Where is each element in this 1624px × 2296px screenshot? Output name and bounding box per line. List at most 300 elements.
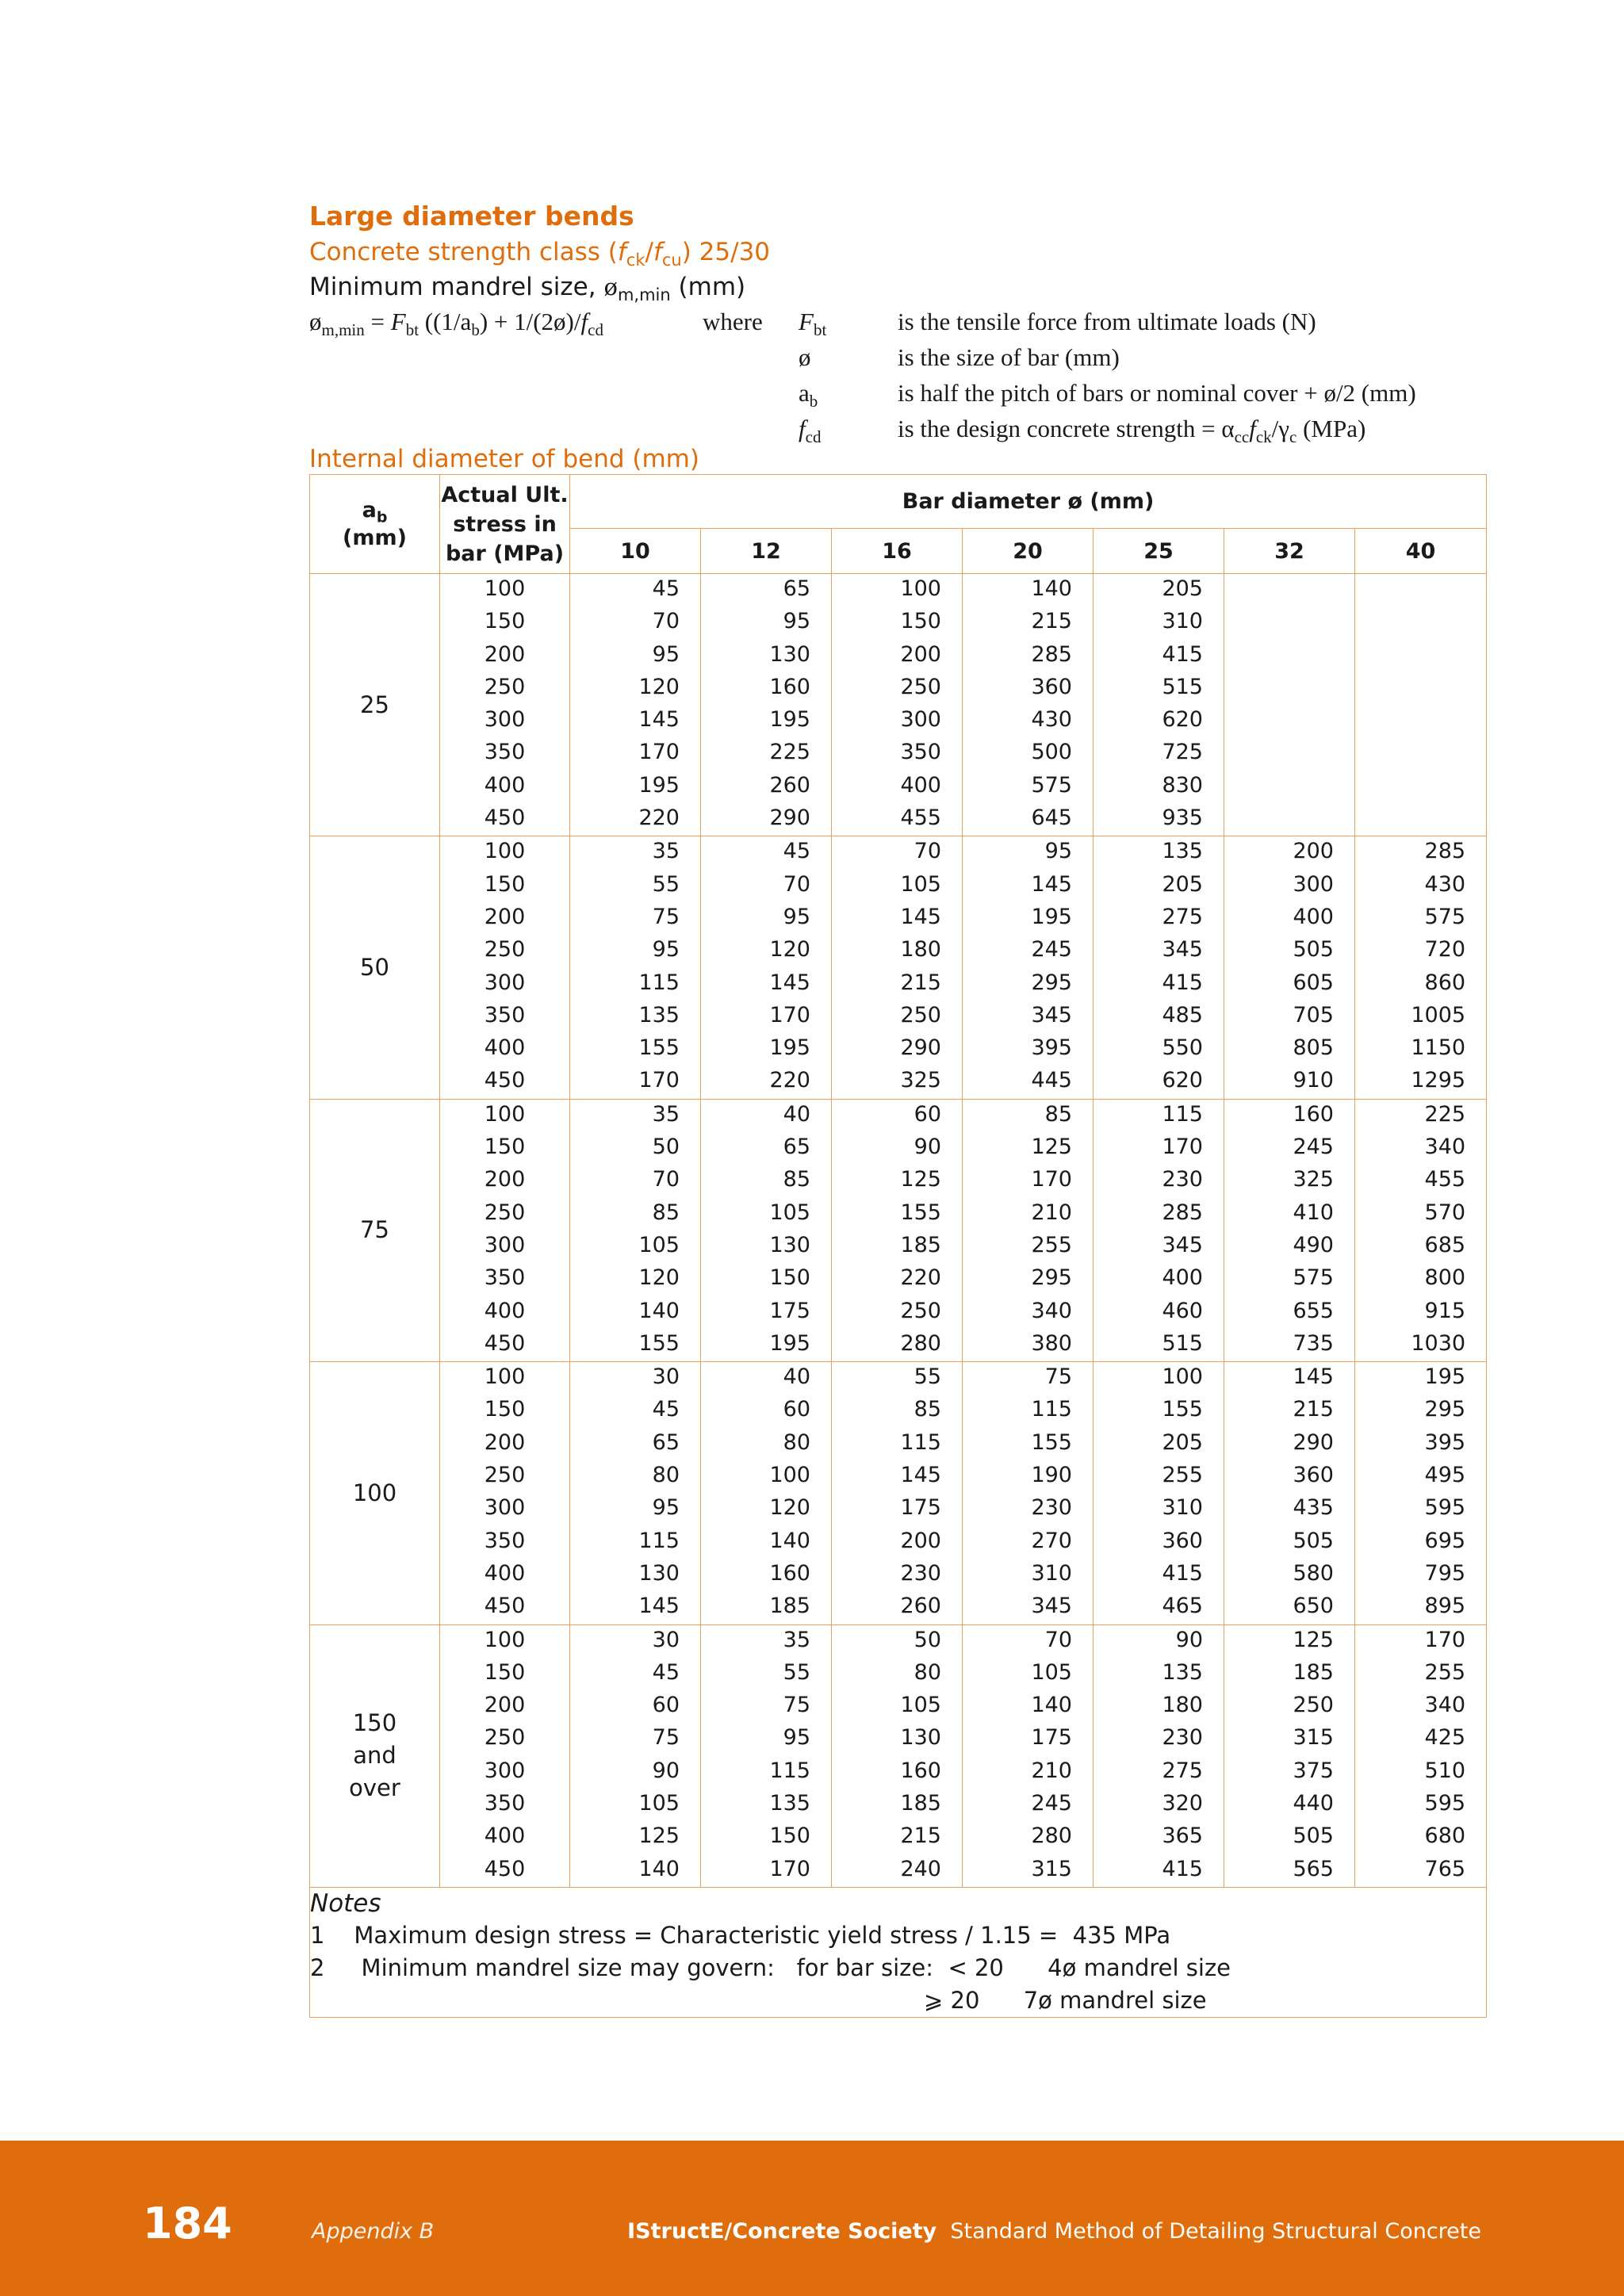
diameter-value: 290 — [900, 1035, 941, 1061]
diameter-value: 105 — [900, 1693, 941, 1718]
diameter-value: 495 — [1424, 1463, 1466, 1488]
diameter-value: 515 — [1162, 1330, 1203, 1356]
diameter-value: 140 — [1031, 1693, 1072, 1718]
diameter-value: 280 — [1031, 1823, 1072, 1849]
diameter-value: 250 — [900, 674, 941, 699]
diameter-value: 345 — [1031, 1002, 1072, 1027]
diameter-value: 290 — [1293, 1429, 1334, 1455]
diameter-value: 40 — [783, 1364, 810, 1390]
diameter-value: 65 — [652, 1429, 680, 1455]
diameter-value: 170 — [1162, 1135, 1203, 1160]
diameter-value: 180 — [1162, 1693, 1203, 1718]
ab-cell: 100 — [310, 1362, 440, 1624]
diameter-value: 415 — [1162, 1560, 1203, 1586]
diameter-value: 285 — [1424, 839, 1466, 864]
diameter-value — [1224, 771, 1354, 803]
diameter-value: 185 — [769, 1594, 810, 1619]
diameter-value: 645 — [1031, 806, 1072, 831]
diameter-value — [1224, 705, 1354, 737]
diameter-value: 705 — [1293, 1002, 1334, 1027]
diameter-value: 170 — [769, 1856, 810, 1881]
diameter-value: 260 — [769, 772, 810, 798]
diameter-value: 155 — [900, 1200, 941, 1225]
diameter-value: 310 — [1031, 1560, 1072, 1586]
diameter-value: 210 — [1031, 1200, 1072, 1225]
stress-value: 350 — [484, 1265, 526, 1291]
diameter-value: 130 — [638, 1560, 680, 1586]
diameter-value: 190 — [1031, 1463, 1072, 1488]
diameter-value: 415 — [1162, 641, 1203, 667]
stress-value: 300 — [484, 1758, 526, 1783]
diameter-value: 70 — [914, 839, 941, 864]
diameter-value: 200 — [1293, 839, 1334, 864]
diameter-value: 485 — [1162, 1002, 1203, 1027]
diameter-value: 345 — [1031, 1594, 1072, 1619]
diameter-value: 170 — [638, 740, 680, 765]
diameter-cell — [1094, 574, 1224, 836]
diameter-value: 595 — [1424, 1495, 1466, 1521]
note-1: 1 Maximum design stress = Characteristic yield stress / 1.15 = 435 MPa — [310, 1921, 1171, 1949]
diameter-value: 345 — [1162, 1232, 1203, 1257]
diameter-value: 45 — [783, 839, 810, 864]
diameter-value: 605 — [1293, 970, 1334, 995]
diameter-value: 170 — [1424, 1627, 1466, 1652]
diameter-cell — [570, 836, 701, 1099]
diameter-value: 30 — [652, 1627, 680, 1652]
stress-value: 450 — [484, 1068, 526, 1093]
diameter-value: 830 — [1162, 772, 1203, 798]
diameter-value: 70 — [652, 609, 680, 634]
diameter-value: 90 — [914, 1135, 941, 1160]
definitions-list — [799, 304, 1416, 447]
stress-value: 250 — [484, 1725, 526, 1751]
header-bar-diameter: Bar diameter ø (mm) — [570, 475, 1487, 529]
diameter-value: 85 — [914, 1397, 941, 1422]
diameter-value: 75 — [783, 1693, 810, 1718]
diameter-value: 245 — [1031, 937, 1072, 962]
diameter-cell — [1355, 1362, 1487, 1624]
diameter-value: 310 — [1162, 1495, 1203, 1521]
diameter-value: 35 — [652, 1101, 680, 1127]
diameter-value: 230 — [1162, 1725, 1203, 1751]
diameter-value: 350 — [900, 740, 941, 765]
diameter-value: 225 — [769, 740, 810, 765]
diameter-value: 85 — [1044, 1101, 1072, 1127]
diameter-value: 90 — [652, 1758, 680, 1783]
table-row — [310, 574, 1487, 836]
diameter-value: 395 — [1424, 1429, 1466, 1455]
diameter-value: 915 — [1424, 1298, 1466, 1323]
diameter-cell — [832, 836, 963, 1099]
diameter-cell — [1094, 836, 1224, 1099]
diameter-value: 195 — [1424, 1364, 1466, 1390]
diameter-value: 360 — [1162, 1528, 1203, 1553]
diameter-value: 185 — [1293, 1659, 1334, 1685]
diameter-value: 250 — [900, 1002, 941, 1027]
diameter-cell — [1224, 836, 1355, 1099]
diameter-value: 300 — [1293, 871, 1334, 897]
table-row — [310, 836, 1487, 1099]
diameter-value: 140 — [638, 1298, 680, 1323]
diameter-value: 250 — [1293, 1693, 1334, 1718]
diameter-value: 340 — [1424, 1693, 1466, 1718]
diameter-value: 280 — [900, 1330, 941, 1356]
diameter-value: 180 — [900, 937, 941, 962]
diameter-cell — [1224, 1099, 1355, 1361]
diameter-value: 220 — [900, 1265, 941, 1291]
diameter-cell — [701, 1624, 832, 1887]
diameter-value: 80 — [652, 1463, 680, 1488]
header-bar-size: 10 — [570, 529, 701, 574]
stress-value: 400 — [484, 1035, 526, 1061]
diameter-value: 240 — [900, 1856, 941, 1881]
diameter-value: 45 — [652, 1659, 680, 1685]
stress-value: 100 — [484, 1101, 526, 1127]
diameter-value: 95 — [652, 1495, 680, 1521]
definition-row: $a_b$ is half the pitch of bars or nominal cover + ø/2 (mm) — [799, 379, 1416, 411]
diameter-value: 145 — [1031, 871, 1072, 897]
diameter-value: 170 — [1031, 1167, 1072, 1192]
diameter-value: 95 — [783, 609, 810, 634]
diameter-value: 620 — [1162, 1068, 1203, 1093]
stress-value: 350 — [484, 1790, 526, 1816]
diameter-value: 275 — [1162, 904, 1203, 929]
diameter-cell — [963, 1362, 1094, 1624]
diameter-value: 460 — [1162, 1298, 1203, 1323]
table-row — [310, 1624, 1487, 1887]
header-bar-size: 12 — [701, 529, 832, 574]
diameter-value: 680 — [1424, 1823, 1466, 1849]
stress-value: 400 — [484, 772, 526, 798]
diameter-value: 575 — [1424, 904, 1466, 929]
diameter-value: 275 — [1162, 1758, 1203, 1783]
diameter-value: 300 — [900, 707, 941, 733]
diameter-value: 125 — [1293, 1627, 1334, 1652]
diameter-value: 115 — [1031, 1397, 1072, 1422]
diameter-value: 105 — [638, 1232, 680, 1257]
diameter-value: 685 — [1424, 1232, 1466, 1257]
diameter-cell — [1355, 1624, 1487, 1887]
stress-value: 200 — [484, 1167, 526, 1192]
stress-cell — [440, 836, 570, 1099]
diameter-value: 325 — [900, 1068, 941, 1093]
diameter-value: 155 — [638, 1330, 680, 1356]
diameter-value: 65 — [783, 1135, 810, 1160]
diameter-cell — [570, 1624, 701, 1887]
diameter-value: 155 — [1162, 1397, 1203, 1422]
diameter-value: 60 — [783, 1397, 810, 1422]
diameter-value: 145 — [900, 904, 941, 929]
diameter-value: 325 — [1293, 1167, 1334, 1192]
diameter-value: 580 — [1293, 1560, 1334, 1586]
diameter-value: 250 — [900, 1298, 941, 1323]
definition-row: ø is the size of bar (mm) — [799, 343, 1120, 371]
publication-title: IStructE/Concrete Society Standard Method of Detailing Structural Concrete — [627, 2219, 1481, 2244]
stress-cell — [440, 1624, 570, 1887]
diameter-value: 175 — [900, 1495, 941, 1521]
diameter-value: 1295 — [1411, 1068, 1466, 1093]
diameter-value: 415 — [1162, 1856, 1203, 1881]
diameter-value: 150 — [769, 1823, 810, 1849]
stress-value: 200 — [484, 1693, 526, 1718]
diameter-value: 140 — [769, 1528, 810, 1553]
diameter-value: 75 — [652, 904, 680, 929]
diameter-value: 435 — [1293, 1495, 1334, 1521]
notes-title: Notes — [310, 1888, 381, 1918]
stress-value: 100 — [484, 1364, 526, 1390]
diameter-value: 95 — [1044, 839, 1072, 864]
diameter-value: 295 — [1031, 1265, 1072, 1291]
diameter-value: 245 — [1031, 1790, 1072, 1816]
diameter-cell — [1224, 574, 1355, 836]
diameter-value: 215 — [900, 970, 941, 995]
diameter-value: 70 — [652, 1167, 680, 1192]
diameter-value: 230 — [900, 1560, 941, 1586]
diameter-value: 150 — [900, 609, 941, 634]
diameter-value: 100 — [900, 576, 941, 601]
diameter-value: 95 — [652, 937, 680, 962]
diameter-value: 160 — [1293, 1101, 1334, 1127]
diameter-value: 170 — [638, 1068, 680, 1093]
header-bar-size: 20 — [963, 529, 1094, 574]
diameter-value: 115 — [638, 970, 680, 995]
diameter-cell — [570, 1099, 701, 1361]
diameter-value: 210 — [1031, 1758, 1072, 1783]
diameter-value: 725 — [1162, 740, 1203, 765]
diameter-value: 35 — [652, 839, 680, 864]
diameter-value: 550 — [1162, 1035, 1203, 1061]
diameter-value: 170 — [769, 1002, 810, 1027]
diameter-cell — [1355, 836, 1487, 1099]
diameter-value: 60 — [652, 1693, 680, 1718]
diameter-value: 120 — [769, 1495, 810, 1521]
page-content — [309, 198, 1486, 2018]
stress-value: 350 — [484, 1528, 526, 1553]
diameter-value: 515 — [1162, 674, 1203, 699]
diameter-value: 215 — [900, 1823, 941, 1849]
diameter-value: 90 — [1175, 1627, 1203, 1652]
ab-cell: 150 and over — [310, 1624, 440, 1887]
diameter-value: 120 — [638, 1265, 680, 1291]
diameter-value: 55 — [914, 1364, 941, 1390]
diameter-value: 255 — [1031, 1232, 1072, 1257]
stress-value: 400 — [484, 1560, 526, 1586]
definition-row: $f_{cd}$ is the design concrete strength = $\alpha_{cc}f_{ck}/\gamma_c$ (MPa) — [799, 415, 1366, 447]
diameter-value: 160 — [769, 1560, 810, 1586]
diameter-value: 910 — [1293, 1068, 1334, 1093]
diameter-value: 80 — [783, 1429, 810, 1455]
stress-value: 450 — [484, 1594, 526, 1619]
ab-cell: 50 — [310, 836, 440, 1099]
stress-value: 400 — [484, 1823, 526, 1849]
diameter-value: 720 — [1424, 937, 1466, 962]
diameter-value — [1355, 640, 1486, 672]
diameter-value: 185 — [900, 1232, 941, 1257]
diameter-cell — [832, 574, 963, 836]
diameter-value — [1224, 607, 1354, 639]
diameter-value: 570 — [1424, 1200, 1466, 1225]
diameter-value: 315 — [1293, 1725, 1334, 1751]
diameter-cell — [1094, 1362, 1224, 1624]
diameter-value: 735 — [1293, 1330, 1334, 1356]
diameter-value: 30 — [652, 1364, 680, 1390]
diameter-cell — [963, 574, 1094, 836]
diameter-value: 655 — [1293, 1298, 1334, 1323]
stress-value: 150 — [484, 609, 526, 634]
diameter-value: 650 — [1293, 1594, 1334, 1619]
diameter-value: 145 — [638, 1594, 680, 1619]
diameter-value — [1224, 737, 1354, 770]
diameter-value: 135 — [769, 1790, 810, 1816]
diameter-value: 150 — [769, 1265, 810, 1291]
stress-value: 150 — [484, 1135, 526, 1160]
diameter-value: 115 — [900, 1429, 941, 1455]
header-bar-size: 16 — [832, 529, 963, 574]
diameter-value: 220 — [769, 1068, 810, 1093]
diameter-cell — [701, 1099, 832, 1361]
stress-cell — [440, 1362, 570, 1624]
diameter-value: 105 — [1031, 1659, 1072, 1685]
diameter-value: 895 — [1424, 1594, 1466, 1619]
diameter-value: 65 — [783, 576, 810, 601]
diameter-value: 115 — [769, 1758, 810, 1783]
diameter-value: 620 — [1162, 707, 1203, 733]
diameter-value: 445 — [1031, 1068, 1072, 1093]
diameter-value: 70 — [783, 871, 810, 897]
diameter-value: 35 — [783, 1627, 810, 1652]
ab-cell: 75 — [310, 1099, 440, 1361]
stress-value: 200 — [484, 904, 526, 929]
diameter-value: 505 — [1293, 937, 1334, 962]
diameter-value: 200 — [900, 1528, 941, 1553]
diameter-cell — [701, 836, 832, 1099]
diameter-cell — [832, 1624, 963, 1887]
diameter-cell — [832, 1362, 963, 1624]
diameter-value: 295 — [1031, 970, 1072, 995]
diameter-value: 260 — [900, 1594, 941, 1619]
diameter-value: 205 — [1162, 576, 1203, 601]
diameter-value: 130 — [769, 1232, 810, 1257]
diameter-value: 145 — [769, 970, 810, 995]
diameter-value: 75 — [652, 1725, 680, 1751]
diameter-value: 175 — [769, 1298, 810, 1323]
diameter-value: 75 — [1044, 1364, 1072, 1390]
diameter-cell — [963, 1099, 1094, 1361]
diameter-value: 145 — [900, 1463, 941, 1488]
stress-value: 350 — [484, 1002, 526, 1027]
diameter-value: 320 — [1162, 1790, 1203, 1816]
diameter-value: 290 — [769, 806, 810, 831]
diameter-value: 145 — [1293, 1364, 1334, 1390]
diameter-cell — [1094, 1624, 1224, 1887]
stress-value: 100 — [484, 576, 526, 601]
diameter-value: 200 — [900, 641, 941, 667]
diameter-value: 500 — [1031, 740, 1072, 765]
stress-value: 200 — [484, 1429, 526, 1455]
table-title: Internal diameter of bend (mm) — [309, 445, 699, 473]
diameter-value — [1355, 672, 1486, 705]
stress-value: 150 — [484, 1659, 526, 1685]
stress-value: 100 — [484, 1627, 526, 1652]
diameter-value: 70 — [1044, 1627, 1072, 1652]
diameter-value: 195 — [769, 1330, 810, 1356]
diameter-value: 285 — [1162, 1200, 1203, 1225]
diameter-value: 160 — [900, 1758, 941, 1783]
bend-diameter-table — [309, 474, 1487, 2018]
diameter-value: 315 — [1031, 1856, 1072, 1881]
diameter-value: 205 — [1162, 1429, 1203, 1455]
section-label: Appendix B — [312, 2219, 435, 2244]
stress-value: 250 — [484, 937, 526, 962]
diameter-cell — [1355, 1099, 1487, 1361]
diameter-value: 410 — [1293, 1200, 1334, 1225]
diameter-value: 455 — [900, 806, 941, 831]
diameter-value: 95 — [652, 641, 680, 667]
diameter-cell — [1355, 574, 1487, 836]
diameter-value: 400 — [1162, 1265, 1203, 1291]
where-label: where — [703, 308, 763, 335]
diameter-value: 220 — [638, 806, 680, 831]
diameter-value: 140 — [638, 1856, 680, 1881]
stress-value: 250 — [484, 1463, 526, 1488]
diameter-value — [1224, 574, 1354, 607]
diameter-value — [1355, 607, 1486, 639]
diameter-value — [1355, 803, 1486, 836]
diameter-value: 440 — [1293, 1790, 1334, 1816]
diameter-value: 695 — [1424, 1528, 1466, 1553]
diameter-value — [1355, 705, 1486, 737]
diameter-value — [1224, 803, 1354, 836]
diameter-value: 125 — [1031, 1135, 1072, 1160]
stress-value: 250 — [484, 1200, 526, 1225]
diameter-value: 130 — [769, 641, 810, 667]
table-row — [310, 1099, 1487, 1361]
note-2-continued: ⩾ 20 7ø mandrel size — [924, 1986, 1207, 2014]
diameter-value: 270 — [1031, 1528, 1072, 1553]
stress-value: 150 — [484, 871, 526, 897]
definition-row: $F_{bt}$ is the tensile force from ultimate loads (N) — [799, 308, 1316, 340]
stress-value: 400 — [484, 1298, 526, 1323]
header-bar-size: 32 — [1224, 529, 1355, 574]
diameter-value: 85 — [783, 1167, 810, 1192]
stress-value: 200 — [484, 641, 526, 667]
diameter-cell — [1224, 1362, 1355, 1624]
stress-cell — [440, 1099, 570, 1361]
stress-value: 450 — [484, 1856, 526, 1881]
diameter-value: 195 — [769, 707, 810, 733]
diameter-value — [1224, 640, 1354, 672]
diameter-value: 310 — [1162, 609, 1203, 634]
diameter-value: 140 — [1031, 576, 1072, 601]
diameter-value: 40 — [783, 1101, 810, 1127]
header-stress: Actual Ult. stress in bar (MPa) — [440, 475, 570, 574]
diameter-value: 160 — [769, 674, 810, 699]
ab-cell: 25 — [310, 574, 440, 836]
page-number: 184 — [143, 2198, 232, 2248]
diameter-value: 795 — [1424, 1560, 1466, 1586]
diameter-value: 105 — [900, 871, 941, 897]
section-heading: Large diameter bends — [309, 201, 634, 232]
diameter-value: 195 — [769, 1035, 810, 1061]
diameter-value: 295 — [1424, 1397, 1466, 1422]
diameter-value: 465 — [1162, 1594, 1203, 1619]
diameter-value — [1355, 771, 1486, 803]
diameter-value: 575 — [1293, 1265, 1334, 1291]
diameter-value: 230 — [1162, 1167, 1203, 1192]
diameter-value: 415 — [1162, 970, 1203, 995]
diameter-value: 100 — [769, 1463, 810, 1488]
stress-value: 300 — [484, 970, 526, 995]
